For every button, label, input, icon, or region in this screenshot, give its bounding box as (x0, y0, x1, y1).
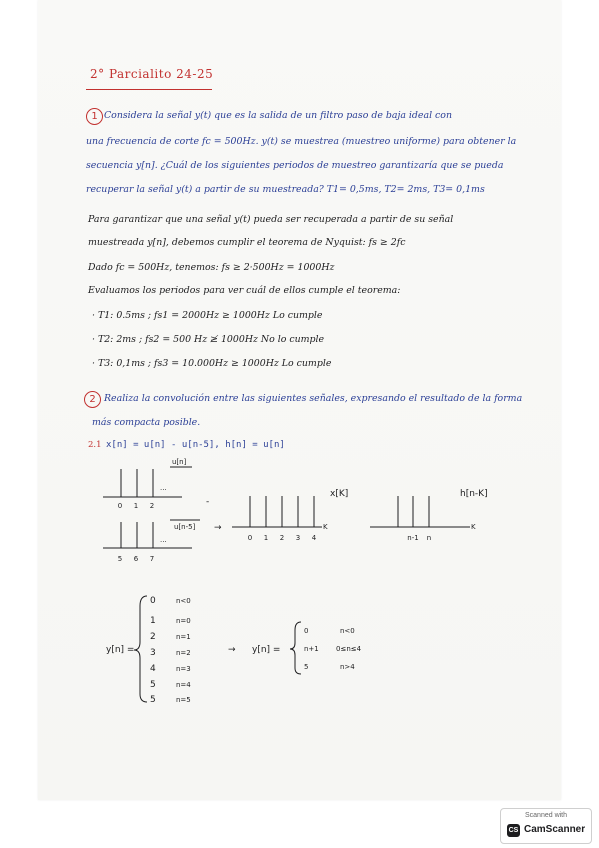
y-val-2: 2 (150, 632, 156, 642)
u-n5-label: u[n-5] (174, 523, 196, 531)
badge-brand: CamScanner (524, 824, 586, 835)
compact-cond-1: 0≤n≤4 (336, 645, 362, 653)
q1-answer-2: muestreada y[n], debemos cumplir el teorema de Nyquist: fs ≥ 2fc (88, 237, 406, 248)
result-arrow: → (228, 645, 236, 655)
x-k-label: x[K] (330, 489, 349, 499)
question-1-number: 1 (86, 108, 103, 125)
compact-val-0: 0 (304, 627, 309, 635)
q2-sub-text: x[n] = u[n] - u[n-5], h[n] = u[n] (106, 440, 285, 450)
tick-u-1: 1 (133, 502, 139, 510)
y-cond-2: n=1 (176, 633, 191, 641)
tick-u5-6: 6 (133, 555, 139, 563)
q2-line-2: más compacta posible. (92, 417, 201, 428)
y-cond-1: n=0 (176, 617, 191, 625)
y-cond-0: n<0 (176, 597, 191, 605)
q1-line-3: secuencia y[n]. ¿Cuál de los siguientes periodos de muestreo garantizaría que se pueda (86, 160, 504, 171)
y-cond-5: n=4 (176, 681, 191, 689)
q1-answer-3: Dado fc = 500Hz, tenemos: fs ≥ 2·500Hz = 1000Hz (88, 262, 335, 273)
u-n-label: u[n] (172, 458, 187, 466)
y-val-5: 5 (150, 680, 156, 690)
q1-answer-4: Evaluamos los periodos para ver cuál de ellos cumple el teorema: (88, 285, 401, 296)
camscanner-badge (500, 808, 592, 844)
camscanner-logo-icon: CS (507, 824, 520, 837)
q2-line-1: Realiza la convolución entre las siguientes señales, expresando el resultado de la forma (104, 393, 523, 404)
tick-x-2: 2 (279, 534, 285, 542)
axis-k-h: K (471, 523, 476, 531)
u-n5-dots: ... (160, 536, 167, 544)
tick-u5-7: 7 (149, 555, 155, 563)
tick-u-0: 0 (117, 502, 123, 510)
tick-x-3: 3 (295, 534, 301, 542)
q1-answer-7: · T3: 0,1ms ; fs3 = 10.000Hz ≥ 1000Hz Lo cumple (92, 358, 332, 369)
result-lhs: y[n] = (106, 645, 135, 655)
tick-u-2: 2 (149, 502, 155, 510)
y-cond-4: n=3 (176, 665, 191, 673)
y-val-4: 4 (150, 664, 156, 674)
y-val-3: 3 (150, 648, 156, 658)
q1-line-1: Considera la señal y(t) que es la salida de un filtro paso de baja ideal con (104, 110, 452, 121)
q2-sub-label: 2.1 (88, 440, 102, 450)
tick-h-n: n (426, 534, 432, 542)
tick-x-1: 1 (263, 534, 269, 542)
result-rhs: y[n] = (252, 645, 281, 655)
page-title: 2° Parcialito 24-25 (90, 67, 214, 81)
u-n-dots: ... (160, 484, 167, 492)
y-val-6: 5 (150, 695, 156, 705)
q1-answer-6: · T2: 2ms ; fs2 = 500 Hz ≱ 1000Hz No lo cumple (92, 334, 325, 345)
compact-cond-2: n>4 (340, 663, 355, 671)
tick-x-4: 4 (311, 534, 317, 542)
compact-cond-0: n<0 (340, 627, 355, 635)
tick-u5-5: 5 (117, 555, 123, 563)
minus-sign: - (206, 497, 210, 507)
q1-line-2: una frecuencia de corte fc = 500Hz. y(t) se muestrea (muestreo uniforme) para obtener la (86, 136, 517, 147)
y-cond-6: n=5 (176, 696, 191, 704)
axis-k-x: K (323, 523, 328, 531)
result-left-brace (134, 596, 147, 702)
question-2-number: 2 (84, 391, 101, 408)
result-right-brace (290, 622, 301, 674)
compact-val-2: 5 (304, 663, 309, 671)
q1-line-4: recuperar la señal y(t) a partir de su muestreada? T1= 0,5ms, T2= 2ms, T3= 0,1ms (86, 184, 485, 195)
badge-caption: Scanned with (524, 812, 568, 819)
tick-x-0: 0 (247, 534, 253, 542)
h-nk-label: h[n-K] (460, 489, 488, 499)
y-cond-3: n=2 (176, 649, 191, 657)
y-val-1: 1 (150, 616, 156, 626)
tick-h-n-1: n-1 (407, 534, 419, 542)
y-val-0: 0 (150, 596, 156, 606)
compact-val-1: n+1 (304, 645, 319, 653)
q1-answer-5: · T1: 0.5ms ; fs1 = 2000Hz ≥ 1000Hz Lo cumple (92, 310, 323, 321)
arrow-to-xk: → (214, 523, 222, 533)
q1-answer-1: Para garantizar que una señal y(t) pueda ser recuperada a partir de su señal (88, 214, 454, 225)
